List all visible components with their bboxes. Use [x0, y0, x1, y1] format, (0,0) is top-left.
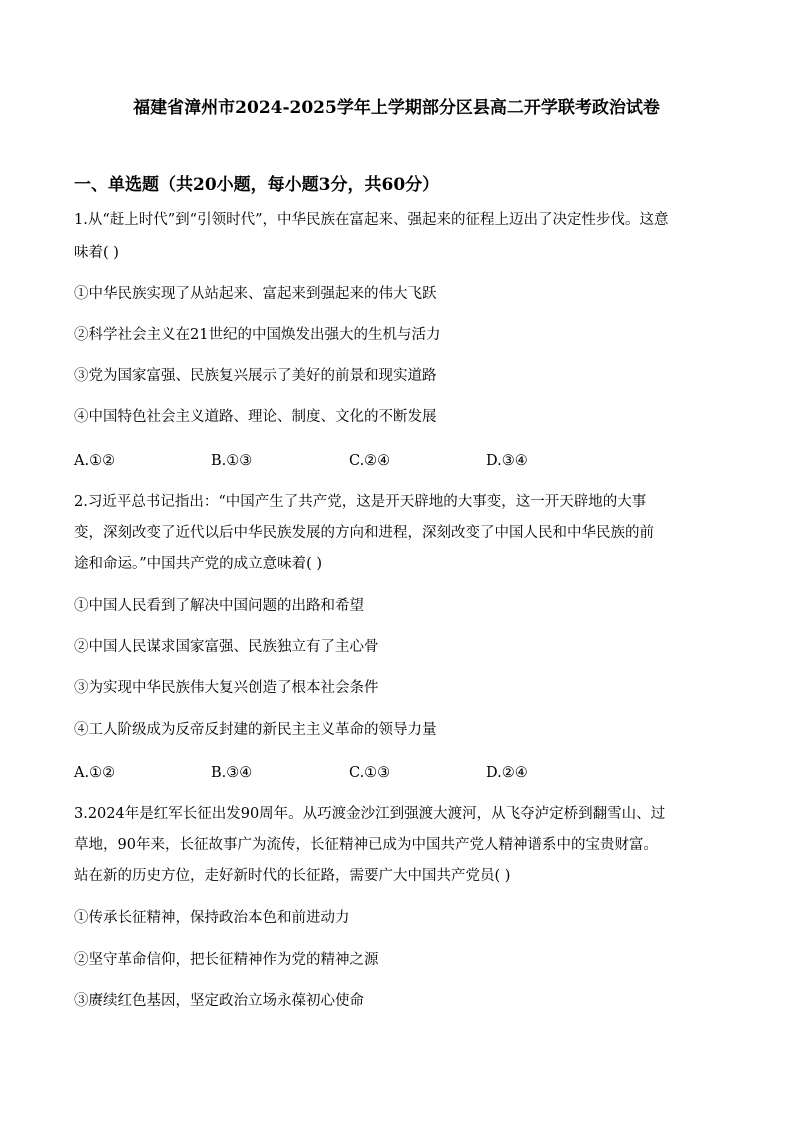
q2-option-b[interactable]: B.③④: [211, 765, 253, 781]
q3-stem-line-2: 草地，90年来，长征故事广为流传，长征精神已成为中国共产党人精神谱系中的宝贵财富。: [74, 837, 658, 853]
q3-item: ①传承长征精神，保持政治本色和前进动力: [74, 910, 350, 926]
q1-item: ②科学社会主义在21世纪的中国焕发出强大的生机与活力: [74, 327, 441, 343]
q2-item: ②中国人民谋求国家富强、民族独立有了主心骨: [74, 639, 379, 655]
q2-item: ④工人阶级成为反帝反封建的新民主主义革命的领导力量: [74, 722, 437, 738]
q1-option-c[interactable]: C.②④: [349, 453, 391, 469]
q1-item: ③党为国家富强、民族复兴展示了美好的前景和现实道路: [74, 368, 437, 384]
q1-option-a[interactable]: A.①②: [74, 453, 116, 469]
q2-stem-line-1: 2.习近平总书记指出：“中国产生了共产党，这是开天辟地的大事变，这一开天辟地的大事: [74, 494, 647, 510]
q1-option-d[interactable]: D.③④: [486, 453, 528, 469]
q2-option-a[interactable]: A.①②: [74, 765, 116, 781]
q1-stem-line-2: 味着( ): [74, 245, 119, 261]
q1-item: ①中华民族实现了从站起来、富起来到强起来的伟大飞跃: [74, 286, 437, 302]
q2-item: ③为实现中华民族伟大复兴创造了根本社会条件: [74, 680, 379, 696]
q2-stem-line-3: 途和命运。”中国共产党的成立意味着( ): [74, 556, 323, 572]
q2-item: ①中国人民看到了解决中国问题的出路和希望: [74, 598, 364, 614]
q3-item: ③赓续红色基因，坚定政治立场永葆初心使命: [74, 993, 364, 1009]
exam-title: 福建省漳州市2024-2025学年上学期部分区县高二开学联考政治试卷: [133, 98, 660, 118]
q2-option-d[interactable]: D.②④: [486, 765, 528, 781]
q1-option-b[interactable]: B.①③: [211, 453, 253, 469]
section-heading: 一、单选题（共20小题，每小题3分，共60分）: [74, 175, 440, 195]
q3-stem-line-3: 站在新的历史方位，走好新时代的长征路，需要广大中国共产党员( ): [74, 868, 511, 884]
q2-option-c[interactable]: C.①③: [349, 765, 391, 781]
q3-item: ②坚守革命信仰，把长征精神作为党的精神之源: [74, 952, 379, 968]
q1-item: ④中国特色社会主义道路、理论、制度、文化的不断发展: [74, 409, 437, 425]
q2-stem-line-2: 变，深刻改变了近代以后中华民族发展的方向和进程，深刻改变了中国人民和中华民族的前: [74, 525, 654, 541]
q3-stem-line-1: 3.2024年是红军长征出发90周年。从巧渡金沙江到强渡大渡河，从飞夺泸定桥到翻雪山、过: [74, 806, 666, 822]
q1-stem-line-1: 1.从“赶上时代”到“引领时代”，中华民族在富起来、强起来的征程上迈出了决定性步伐。这意: [74, 212, 669, 228]
